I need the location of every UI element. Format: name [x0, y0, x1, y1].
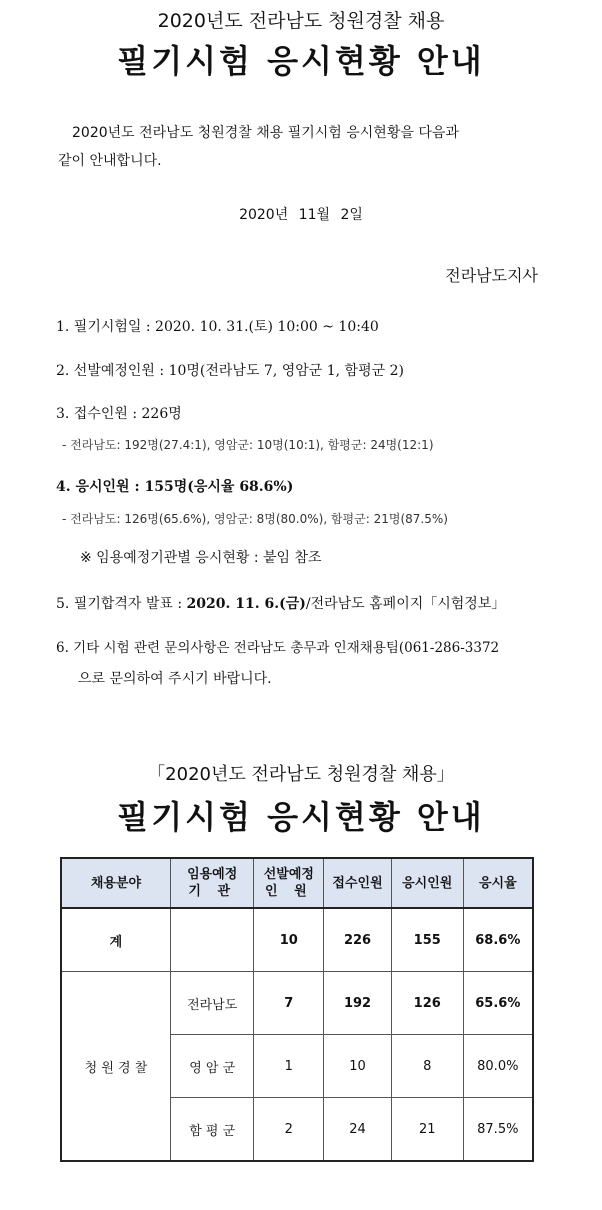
issuing-office: 전라남도지사 [445, 266, 538, 285]
header-field: 채용분야 [61, 858, 170, 908]
cell-total-agency [170, 908, 254, 972]
cell-examinees: 126 [391, 972, 463, 1035]
cell-total-label: 계 [61, 908, 170, 972]
results-label: 5. 필기합격자 발표 : [56, 596, 187, 612]
cell-agency: 전라남도 [170, 972, 254, 1035]
item-applicants-detail: - 전라남도: 192명(27.4:1), 영암군: 10명(10:1), 함평군: 24명(12:1) [62, 438, 434, 452]
document-title: 필기시험 응시현황 안내 [117, 42, 485, 80]
item-planned-hires: 2. 선발예정인원 : 10명(전라남도 7, 영암군 1, 함평군 2) [56, 363, 404, 379]
cell-total-rate: 68.6% [463, 908, 533, 972]
cell-rate: 80.0% [463, 1035, 533, 1098]
announcement-date: 2020년 11월 2일 [239, 207, 363, 223]
header-agency-line-2: 기 관 [188, 884, 237, 899]
header-agency-line-1: 임용예정 [187, 867, 238, 882]
note-attachment-reference: ※ 임용예정기관별 응시현황 : 붙임 참조 [80, 550, 322, 566]
item-inquiries-line-1: 6. 기타 시험 관련 문의사항은 전라남도 총무과 인재채용팀(061-286-3372 [56, 640, 500, 656]
results-location: /전라남도 홈페이지「시험정보」 [305, 596, 506, 612]
item-exam-date: 1. 필기시험일 : 2020. 10. 31.(토) 10:00 ~ 10:40 [56, 319, 379, 335]
header-planned-line-2: 인 원 [264, 884, 313, 899]
attachment-title: 필기시험 응시현황 안내 [117, 798, 485, 836]
cell-applied: 10 [324, 1035, 392, 1098]
cell-planned: 7 [254, 972, 324, 1035]
item-applicants: 3. 접수인원 : 226명 [56, 406, 182, 422]
header-rate: 응시율 [463, 858, 533, 908]
header-applied: 접수인원 [324, 858, 392, 908]
header-agency [170, 858, 254, 908]
results-date: 2020. 11. 6.(금) [186, 596, 306, 612]
cell-applied: 192 [324, 972, 392, 1035]
header-examinees: 응시인원 [391, 858, 463, 908]
exam-status-table [60, 857, 534, 1162]
item-inquiries-line-2: 으로 문의하여 주시기 바랍니다. [78, 671, 272, 687]
cell-rate: 87.5% [463, 1098, 533, 1162]
document-subtitle: 2020년도 전라남도 청원경찰 채용 [157, 10, 445, 32]
table-header-row [61, 858, 533, 908]
cell-total-applied: 226 [324, 908, 392, 972]
header-planned-line-1: 선발예정 [263, 867, 314, 882]
cell-rate: 65.6% [463, 972, 533, 1035]
intro-line-2: 같이 안내합니다. [58, 153, 162, 169]
cell-total-examinees: 155 [391, 908, 463, 972]
item-examinees-detail: - 전라남도: 126명(65.6%), 영암군: 8명(80.0%), 함평군: 21명(87.5%) [62, 512, 448, 526]
cell-applied: 24 [324, 1098, 392, 1162]
cell-planned: 1 [254, 1035, 324, 1098]
item-examinees: 4. 응시인원 : 155명(응시율 68.6%) [56, 479, 294, 495]
table-row-total [61, 908, 533, 972]
table-row [61, 972, 533, 1035]
cell-planned: 2 [254, 1098, 324, 1162]
cell-agency: 영 암 군 [170, 1035, 254, 1098]
cell-total-planned: 10 [254, 908, 324, 972]
cell-examinees: 8 [391, 1035, 463, 1098]
cell-category: 청 원 경 찰 [61, 972, 170, 1162]
header-planned [254, 858, 324, 908]
intro-line-1: 2020년도 전라남도 청원경찰 채용 필기시험 응시현황을 다음과 [72, 125, 459, 141]
cell-examinees: 21 [391, 1098, 463, 1162]
attachment-subtitle: 「2020년도 전라남도 청원경찰 채용」 [147, 764, 455, 785]
item-results-announcement [56, 593, 505, 613]
cell-agency: 함 평 군 [170, 1098, 254, 1162]
